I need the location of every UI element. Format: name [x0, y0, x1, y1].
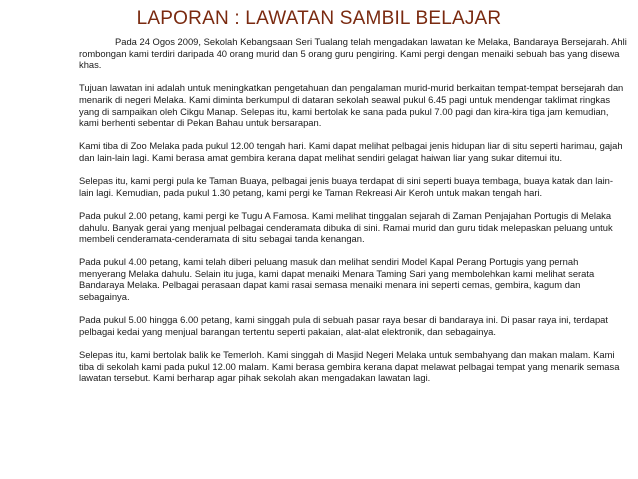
paragraph-purpose: Tujuan lawatan ini adalah untuk meningkatkan pengetahuan dan pengalaman murid-murid berkaitan tempat-tempat bersejarah dan menarik di negeri Melaka. Kami diminta berkumpul di dataran sekolah seawal pukul 6.45 pagi untuk mendengar taklimat ringkas yang di sampaikan oleh Cikgu Manap. Selepas itu, kami bertolak ke sana pada pukul 7.00 pagi dan kira-kira tiga jam kemudian, kami berhenti sebentar di Pekan Bahau untuk bersarapan. — [79, 82, 624, 129]
paragraph-warship-tower: Pada pukul 4.00 petang, kami telah diberi peluang masuk dan melihat sendiri Model Kapal Perang Portugis yang pernah menyerang Melaka dahulu. Selain itu juga, kami dapat menaiki Menara Taming Sari yang membolehkan kami melihat serata Bandaraya Melaka. Pelbagai perasaan dapat kami rasai semasa menaiki menara ini seperti cemas, gembira, kagum dan sebagainya. — [79, 256, 595, 303]
paragraph-zoo: Kami tiba di Zoo Melaka pada pukul 12.00 tengah hari. Kami dapat melihat pelbagai jenis hidupan liar di situ seperti harimau, gajah dan lain-lain lagi. Kami berasa amat gembira kerana dapat melihat sendiri gelagat haiwan liar yang sukar ditemui itu. — [79, 140, 623, 163]
page-title: LAPORAN : LAWATAN SAMBIL BELAJAR — [136, 8, 502, 29]
paragraph-supermarket: Pada pukul 5.00 hingga 6.00 petang, kami singgah pula di sebuah pasar raya besar di bandaraya ini. Di pasar raya ini, terdapat pelbagai kedai yang menjual barangan tertentu seperti pakaian, alat-alat elektronik, dan sebagainya. — [79, 314, 608, 337]
paragraph-a-famosa: Pada pukul 2.00 petang, kami pergi ke Tugu A Famosa. Kami melihat tinggalan sejarah di Zaman Penjajahan Portugis di Melaka dahulu. Banyak gerai yang menjual pelbagai cenderamata dibuka di sini. Ramai murid dan guru tidak melepaskan peluang untuk membeli cenderamata-cenderamata di situ sebagai tanda kenangan. — [79, 209, 613, 245]
report-body — [79, 36, 627, 395]
paragraph-return: Selepas itu, kami bertolak balik ke Temerloh. Kami singgah di Masjid Negeri Melaka untuk sembahyang dan makan malam. Kami tiba di sekolah kami pada pukul 12.00 malam. Kami berasa gembira kerana dapat melawat pelbagai tempat yang menarik semasa lawatan tersebut. Kami berharap agar pihak sekolah akan mengadakan lawatan lagi. — [79, 349, 620, 384]
paragraph-crocodile-park: Selepas itu, kami pergi pula ke Taman Buaya, pelbagai jenis buaya terdapat di sini seperti buaya tembaga, buaya katak dan lain-lain lagi. Kemudian, pada pukul 1.30 petang, kami pergi ke Taman Rekreasi Air Keroh untuk makan tengah hari. — [79, 175, 614, 198]
paragraph-intro: Pada 24 Ogos 2009, Sekolah Kebangsaan Seri Tualang telah mengadakan lawatan ke Melaka, Bandaraya Bersejarah. Ahli rombongan kami terdiri daripada 40 orang murid dan 5 orang guru pengiring. Kami pergi dengan menaiki sebuah bas yang disewa khas. — [79, 36, 627, 71]
